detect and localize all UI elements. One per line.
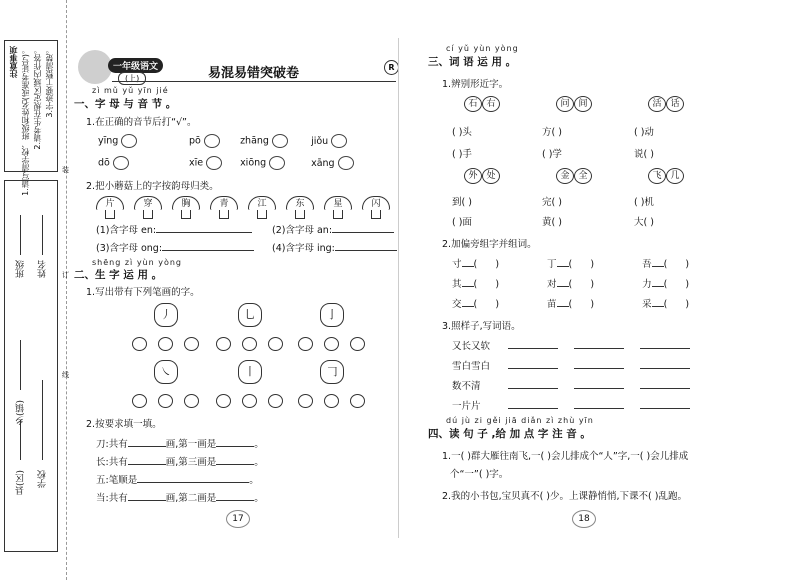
syllable: xīe: [189, 157, 204, 169]
pair-word[interactable]: ( )头: [452, 127, 472, 138]
mushroom: 青: [210, 196, 238, 219]
s3-heading: 三、词 语 运 用 。: [428, 56, 517, 68]
fill-row-1: 刀:共有 画,第一画是 。: [96, 439, 264, 450]
fill-row-4: 当:共有 画,第二画是 。: [96, 493, 264, 504]
s1-pinyin: zì mǔ yǔ yīn jié: [92, 86, 169, 95]
classify-label: (1)含字母 en:: [96, 225, 157, 236]
cut-mark-1: 装: [62, 166, 69, 174]
syllable: xāng: [311, 157, 335, 169]
syllable-row-1: [98, 134, 347, 148]
note-1: 1.请写清学校、班级和姓名(或准考证号)。: [21, 46, 30, 196]
answer-line[interactable]: [128, 500, 166, 501]
answer-line[interactable]: [128, 464, 166, 465]
s4-q1a: 1.一( )群大雁往南飞,一( )会儿排成个“人”字,一( )会儿排成: [442, 451, 689, 462]
answer-oval[interactable]: [338, 156, 354, 170]
s1-q2: 2.把小蘑菇上的字按韵母归类。: [86, 181, 219, 192]
pair-word[interactable]: 方( ): [542, 127, 562, 138]
similar-char-pair: 问 间: [556, 96, 592, 112]
grade-badge: 一年级语文: [108, 58, 163, 73]
classify-label: (2)含字母 an:: [272, 225, 333, 236]
pair-word[interactable]: ( )手: [452, 149, 472, 160]
stroke-tree: 乚: [212, 303, 292, 353]
info-box: [4, 180, 58, 552]
stroke-tree: 丿: [128, 303, 208, 353]
field-county: 县(区): [16, 470, 26, 496]
answer-line[interactable]: [216, 500, 254, 501]
syllable: dō: [98, 157, 110, 169]
syllable: xiōng: [240, 157, 267, 169]
answer-line[interactable]: [137, 482, 249, 483]
similar-char-pair: 石 右: [464, 96, 500, 112]
edition-mark: R: [384, 60, 399, 75]
similar-char-pair: 外 处: [464, 168, 500, 184]
fill-row-2: 长:共有 画,第三画是 。: [96, 457, 264, 468]
radical-row: 寸 ( ) 丁 ( ) 吾 ( ): [452, 259, 690, 270]
radical-row: 交 ( ) 苗 ( ) 采 ( ): [452, 299, 690, 310]
stroke-tree: ㇏: [128, 360, 208, 410]
mushroom: 闪: [362, 196, 390, 219]
syllable-row-2: [98, 156, 354, 170]
s3-pinyin: cí yǔ yùn yòng: [446, 44, 519, 53]
answer-line[interactable]: [162, 250, 254, 251]
answer-line[interactable]: [332, 232, 394, 233]
example-row: 数不清: [452, 378, 690, 392]
s2-pinyin: shēng zì yùn yòng: [92, 258, 183, 267]
similar-char-pair: 活 话: [648, 96, 684, 112]
stroke-tree: 𠃌: [294, 360, 374, 410]
pair-word[interactable]: 黄( ): [542, 217, 562, 228]
pair-word[interactable]: ( )动: [634, 127, 654, 138]
answer-oval[interactable]: [204, 134, 220, 148]
answer-oval[interactable]: [269, 156, 285, 170]
s4-q1b: 个“一”( )字。: [450, 469, 509, 480]
syllable: yīng: [98, 135, 119, 147]
answer-line[interactable]: [216, 464, 254, 465]
mushroom: 穿: [134, 196, 162, 219]
grade-sub: (上): [118, 72, 146, 85]
s2-q2: 2.按要求填一填。: [86, 419, 162, 430]
mushroom: 片: [96, 196, 124, 219]
field-school: 学校: [38, 470, 48, 488]
classify-row-3: [96, 240, 254, 254]
kid-icon: [78, 50, 112, 84]
radical-row: 其 ( ) 对 ( ) 力 ( ): [452, 279, 690, 290]
cut-line: [66, 0, 67, 580]
similar-char-pair: 飞 几: [648, 168, 684, 184]
s3-q1: 1.辨别形近字。: [442, 79, 509, 90]
page-number-left: 17: [226, 510, 250, 528]
answer-line[interactable]: [128, 446, 166, 447]
pair-word[interactable]: ( )面: [452, 217, 472, 228]
answer-line[interactable]: [216, 446, 254, 447]
stroke-tree: 丨: [212, 360, 292, 410]
cut-mark-3: 线: [62, 371, 69, 379]
s2-heading: 二、生 字 运 用 。: [74, 269, 163, 281]
answer-line[interactable]: [335, 250, 397, 251]
pair-word[interactable]: 到( ): [452, 197, 472, 208]
classify-row-2: [272, 222, 394, 236]
pair-word[interactable]: 说( ): [634, 149, 654, 160]
s4-q2: 2.我的小书包,宝贝真不( )少。上课静悄悄,下课不( )乱跑。: [442, 491, 687, 502]
note-2: 2.请考生在规定区域内作答。: [33, 46, 42, 150]
example-row: 雪白雪白: [452, 358, 690, 372]
mushroom: 星: [324, 196, 352, 219]
page-number-right: 18: [572, 510, 596, 528]
answer-oval[interactable]: [331, 134, 347, 148]
s2-q1: 1.写出带有下列笔画的字。: [86, 287, 200, 298]
classify-label: (3)含字母 ong:: [96, 243, 163, 254]
classify-row-4: [272, 240, 397, 254]
answer-oval[interactable]: [206, 156, 222, 170]
stroke-tree: 亅: [294, 303, 374, 353]
example-row: 又长又软: [452, 338, 690, 352]
example-row: 一片片: [452, 398, 690, 412]
mushroom: 胸: [172, 196, 200, 219]
syllable: jiǒu: [311, 135, 329, 147]
page-header: [78, 50, 398, 84]
answer-oval[interactable]: [121, 134, 137, 148]
note-3: 3.字迹要工整清楚。: [45, 46, 54, 118]
page-title: 易混易错突破卷: [208, 66, 300, 81]
answer-oval[interactable]: [272, 134, 288, 148]
answer-oval[interactable]: [113, 156, 129, 170]
fill-row-3: 五:笔顺是 。: [96, 475, 259, 486]
pair-word[interactable]: ( )学: [542, 149, 562, 160]
notes-title: 注意事项: [9, 46, 18, 78]
syllable: zhāng: [240, 135, 269, 147]
field-name: 姓名: [38, 260, 48, 278]
pair-word[interactable]: 完( ): [542, 197, 562, 208]
s4-heading: 四、读 句 子 ,给 加 点 字 注 音 。: [428, 428, 591, 440]
pair-word[interactable]: ( )机: [634, 197, 654, 208]
classify-label: (4)含字母 ing:: [272, 243, 335, 254]
syllable: pō: [189, 135, 201, 147]
answer-line[interactable]: [156, 232, 252, 233]
field-town: 乡(镇): [16, 400, 26, 426]
s3-q2: 2.加偏旁组字并组词。: [442, 239, 537, 250]
page-divider: [398, 38, 399, 538]
s4-pinyin: dú jù zi gěi jiā diǎn zì zhù yīn: [446, 416, 594, 425]
s1-heading: 一、字 母 与 音 节 。: [74, 98, 177, 110]
s3-q3: 3.照样子,写词语。: [442, 321, 521, 332]
pair-word[interactable]: 大( ): [634, 217, 654, 228]
cut-mark-2: 订: [62, 271, 69, 279]
binding-strip: [0, 0, 62, 580]
similar-char-pair: 金 全: [556, 168, 592, 184]
classify-row-1: [96, 222, 252, 236]
field-class: 班级: [16, 260, 26, 278]
mushroom: 东: [286, 196, 314, 219]
mushroom: 江: [248, 196, 276, 219]
s1-q1: 1.在正确的音节后打“√”。: [86, 117, 197, 128]
